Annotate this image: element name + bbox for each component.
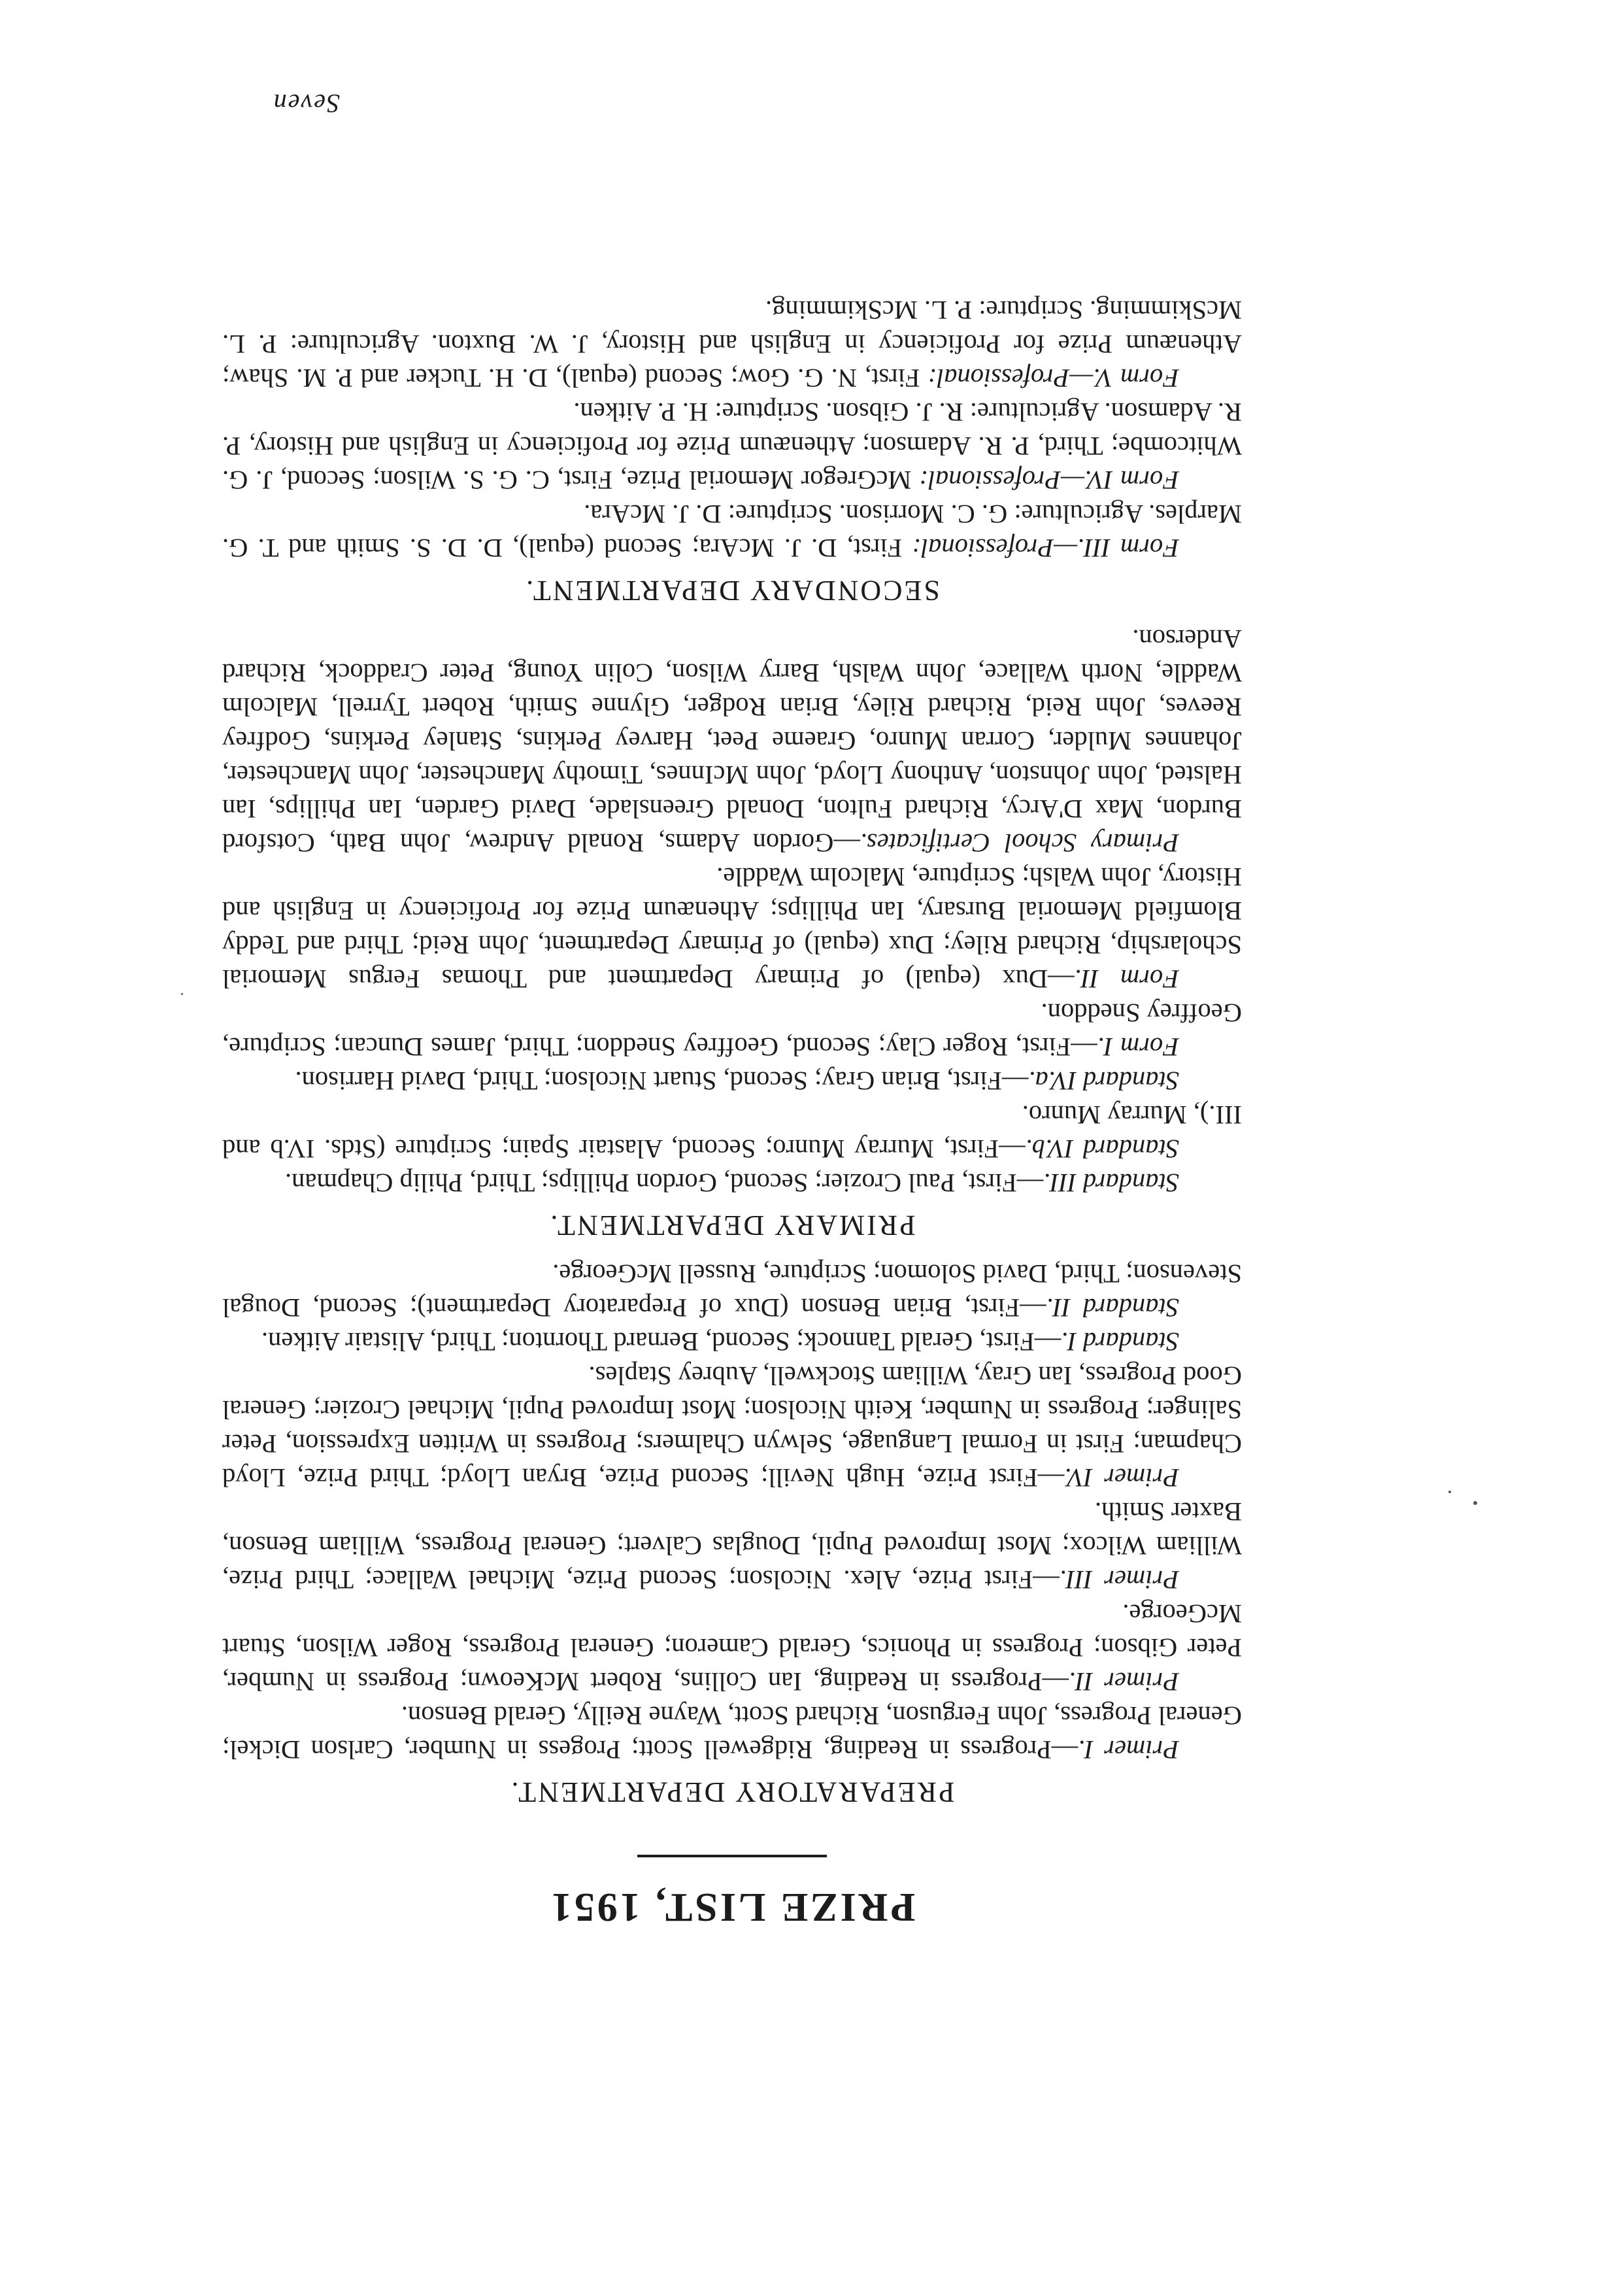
entry-label: Standard IV.a. — [1028, 1066, 1179, 1096]
prize-entry — [222, 293, 1242, 395]
entry-text: —Progress in Reading, Ridgewell Scott; Progess in Number, Carlson Dickel; General Progress, John Ferguson, Richard Scott, Wayne Reilly, Gerald Benson. — [222, 1701, 1242, 1764]
entry-label: Form IV.—Professional: — [919, 465, 1179, 495]
prize-entry — [222, 1325, 1242, 1359]
prize-entry — [222, 1257, 1242, 1325]
entry-text: —First, Murray Munro; Second, Alastair Spain; Scripture (Stds. IV.b and III.), Murray Munro. — [222, 1100, 1242, 1164]
entry-text: —Progress in Reading, Ian Collins, Robert McKeown; Progress in Number, Peter Gibson; Progress in Phonics, Gerald Cameron; General Progress, Roger Wilson, Stuart McGeorge. — [222, 1599, 1242, 1697]
entry-text: —First, Roger Clay; Second, Geoffrey Sneddon; Third, James Duncan; Scripture, Geoffrey Sneddon. — [222, 998, 1242, 1062]
prize-list-column — [222, 293, 1242, 1930]
entry-label: Standard IV.b. — [1025, 1134, 1179, 1164]
entry-text: —Dux (equal) of Primary Department and Thomas Fergus Memorial Scholarship, Richard Riley; Dux (equal) of Primary Department, John Reid; Third and Teddy Blomfield Memorial Bursary, Ian Phillips; Athenæum Prize for Proficiency in English and History, John Walsh; Scripture, Malcolm Waddle. — [222, 862, 1242, 994]
prize-entry — [222, 1359, 1242, 1494]
scan-speck — [1473, 1501, 1477, 1505]
section-heading: PREPARATORY DEPARTMENT. — [509, 1776, 955, 1808]
entry-text: —First, Gerald Tannock; Second, Bernard Thornton; Third, Alistair Aitken. — [261, 1327, 1061, 1357]
entry-label: Standard II. — [1046, 1293, 1179, 1323]
section-heading: PRIMARY DEPARTMENT. — [548, 1209, 916, 1241]
entry-label: Form III.—Professional: — [912, 533, 1179, 563]
entry-text: —First, Brian Gray; Second, Stuart Nicolson; Third, David Harrison. — [295, 1066, 1029, 1096]
prize-entry — [222, 1098, 1242, 1166]
prize-entry — [222, 1064, 1242, 1098]
prize-entry — [222, 395, 1242, 497]
prize-entry — [222, 1494, 1242, 1596]
entry-label: Form I. — [1097, 1032, 1179, 1062]
prize-entry — [222, 1166, 1242, 1200]
prize-entry — [222, 622, 1242, 860]
entry-text: McGregor Memorial Prize, First, C. G. S. Wilson; Second, J. G. Whitcombe; Third, P. R. Adamson; Athenæum Prize for Proficiency in English and History, P. R. Adamson. Agriculture: R. J. Gibson. Scripture: H. P. Aitken. — [222, 397, 1242, 495]
entry-text: —First Prize, Alex. Nicolson; Second Prize, Michael Wallace; Third Prize, William Wilcox; Most Improved Pupil, Douglas Calvert; General Progress, William Benson, Baxter Smith. — [222, 1497, 1242, 1595]
entry-label: Standard I. — [1061, 1327, 1179, 1357]
prize-entry — [222, 1596, 1242, 1698]
section-secondary — [222, 293, 1242, 607]
section-primary — [222, 622, 1242, 1242]
entry-label: Form V.—Professional: — [927, 363, 1179, 393]
title-rule — [637, 1855, 827, 1857]
entry-text: —First, Paul Crozier; Second, Gordon Phillips; Third, Philip Chapman. — [285, 1168, 1044, 1198]
entry-text: First, D. J. McAra; Second (equal), D. D. S. Smith and T. G. Marples. Agriculture: G. C. Morrison. Scripture: D. J. McAra. — [222, 499, 1242, 563]
entry-label: Form II. — [1074, 964, 1179, 994]
entry-label: Standard III. — [1043, 1168, 1179, 1198]
entry-label: Primer II. — [1068, 1667, 1179, 1697]
entry-label: Primer III. — [1059, 1565, 1179, 1595]
entry-text: —First, Brian Benson (Dux of Preparatory Department); Second, Dougal Stevenson; Third, David Solomon; Scripture, Russell McGeorge. — [222, 1259, 1242, 1323]
entry-label: Primer IV. — [1064, 1463, 1179, 1493]
prize-entry — [222, 860, 1242, 996]
prize-entry — [222, 996, 1242, 1064]
scan-speck — [181, 993, 183, 995]
entry-text: First, N. G. Gow; Second (equal), D. H. Tucker and P. M. Shaw; Athenæum Prize for Proficiency in English and History, J. W. Buxton. Agriculture: P. L. McSkimming. Scripture: P. L. McSkimming. — [222, 295, 1242, 393]
entry-text: —Gordon Adams, Ronald Andrew, John Bath, Cotsford Burdon, Max D'Arcy, Richard Fulton, Donald Greenslade, David Garden, Ian Phillips, Ian Halsted, John Johnston, Anthony Lloyd, John McInnes, Timothy Manchester, John Manchester, Johannes Mulder, Corran Munro, Graeme Peet, Harvey Perkins, Stanley Perkins, Godfrey Reeves, John Reid, Richard Riley, Brian Rodger, Glynne Smith, Robert Tyrrell, Malcolm Waddle, North Wallace, John Walsh, Barry Wilson, Colin Young, Peter Craddock, Richard Anderson. — [222, 624, 1242, 858]
entry-label: Primary School Certificates. — [860, 828, 1179, 858]
page-title: PRIZE LIST, 1951 — [548, 1885, 916, 1929]
page-number: Seven — [272, 89, 340, 118]
scan-speck — [1448, 1491, 1451, 1493]
entry-label: Primer I. — [1078, 1735, 1179, 1764]
section-preparatory — [222, 1257, 1242, 1809]
section-heading: SECONDARY DEPARTMENT. — [524, 575, 940, 607]
prize-entry — [222, 1698, 1242, 1766]
prize-entry — [222, 497, 1242, 565]
entry-text: —First Prize, Hugh Nevill; Second Prize, Bryan Lloyd; Third Prize, Lloyd Chapman; First in Formal Language, Selwyn Chalmers; Progress in Written Expression, Peter Salinger; Progress in Number, Keith Nicolson; Most Improved Pupil, Michael Crozier; General Good Progress, Ian Gray, William Stockwell, Aubrey Staples. — [222, 1361, 1242, 1493]
